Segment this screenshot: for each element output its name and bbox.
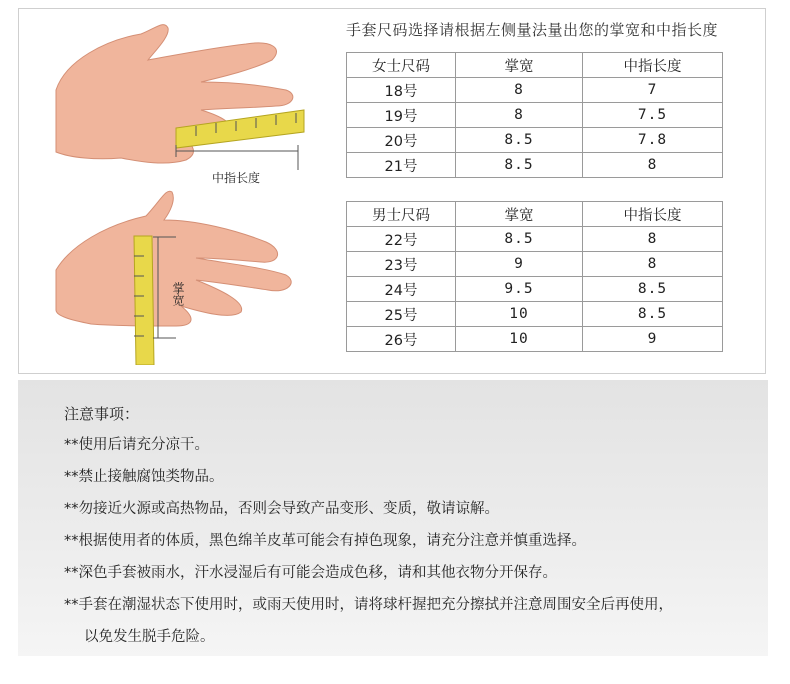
palm-width-cell: 9	[456, 252, 583, 277]
note-item: **手套在潮湿状态下使用时，或雨天使用时，请将球杆握把充分擦拭并注意周围安全后再使用，	[64, 597, 673, 613]
table-row	[347, 153, 723, 178]
palm-width-cell: 9.5	[456, 277, 583, 302]
finger-length-label: 中指长度	[211, 171, 261, 185]
note-item: **深色手套被雨水，汗水浸湿后有可能会造成色移，请和其他衣物分开保存。	[64, 565, 557, 581]
size-cell: 20号	[347, 128, 456, 153]
finger-length-cell: 8	[583, 153, 723, 178]
note-item: **根据使用者的体质，黑色绵羊皮革可能会有掉色现象，请充分注意并慎重选择。	[64, 533, 586, 549]
palm-width-cell: 8	[456, 103, 583, 128]
note-item: **勿接近火源或高热物品，否则会导致产品变形、变质，敬请谅解。	[64, 501, 499, 517]
men-size-table	[346, 201, 723, 352]
women-size-table	[346, 52, 723, 178]
hand-palm-width-figure	[56, 191, 291, 365]
table-row	[347, 277, 723, 302]
column-header: 男士尺码	[347, 202, 456, 227]
table-header-row	[347, 53, 723, 78]
column-header: 中指长度	[583, 53, 723, 78]
palm-width-label: 掌宽	[171, 282, 185, 306]
finger-length-cell: 8	[583, 252, 723, 277]
size-cell: 26号	[347, 327, 456, 352]
hand-finger-length-figure	[56, 25, 304, 185]
size-cell: 19号	[347, 103, 456, 128]
finger-length-cell: 7.5	[583, 103, 723, 128]
notes-title: 注意事项：	[64, 405, 140, 423]
table-header-row	[347, 202, 723, 227]
palm-width-cell: 8.5	[456, 227, 583, 252]
size-cell: 23号	[347, 252, 456, 277]
finger-length-cell: 8	[583, 227, 723, 252]
table-row	[347, 227, 723, 252]
finger-length-cell: 7	[583, 78, 723, 103]
palm-width-cell: 8.5	[456, 153, 583, 178]
size-cell: 25号	[347, 302, 456, 327]
table-row	[347, 128, 723, 153]
size-cell: 18号	[347, 78, 456, 103]
column-header: 掌宽	[456, 202, 583, 227]
size-cell: 22号	[347, 227, 456, 252]
note-item: **禁止接触腐蚀类物品。	[64, 469, 224, 485]
table-row	[347, 327, 723, 352]
palm-width-cell: 8.5	[456, 128, 583, 153]
note-item: **使用后请充分凉干。	[64, 437, 209, 453]
column-header: 女士尺码	[347, 53, 456, 78]
note-item-continuation: 以免发生脱手危险。	[84, 629, 215, 645]
palm-width-cell: 8	[456, 78, 583, 103]
size-cell: 21号	[347, 153, 456, 178]
size-cell: 24号	[347, 277, 456, 302]
bottom-tape-measure	[134, 236, 154, 365]
table-row	[347, 252, 723, 277]
palm-width-cell: 10	[456, 302, 583, 327]
top-hand-shape	[56, 25, 293, 163]
chart-title: 手套尺码选择请根据左侧量法量出您的掌宽和中指长度	[346, 21, 719, 39]
finger-length-cell: 7.8	[583, 128, 723, 153]
finger-length-cell: 9	[583, 327, 723, 352]
palm-width-cell: 10	[456, 327, 583, 352]
care-notes-panel	[18, 380, 768, 656]
column-header: 掌宽	[456, 53, 583, 78]
table-row	[347, 302, 723, 327]
table-row	[347, 78, 723, 103]
finger-length-cell: 8.5	[583, 277, 723, 302]
finger-length-cell: 8.5	[583, 302, 723, 327]
table-row	[347, 103, 723, 128]
hand-measurement-illustration	[36, 20, 306, 365]
column-header: 中指长度	[583, 202, 723, 227]
